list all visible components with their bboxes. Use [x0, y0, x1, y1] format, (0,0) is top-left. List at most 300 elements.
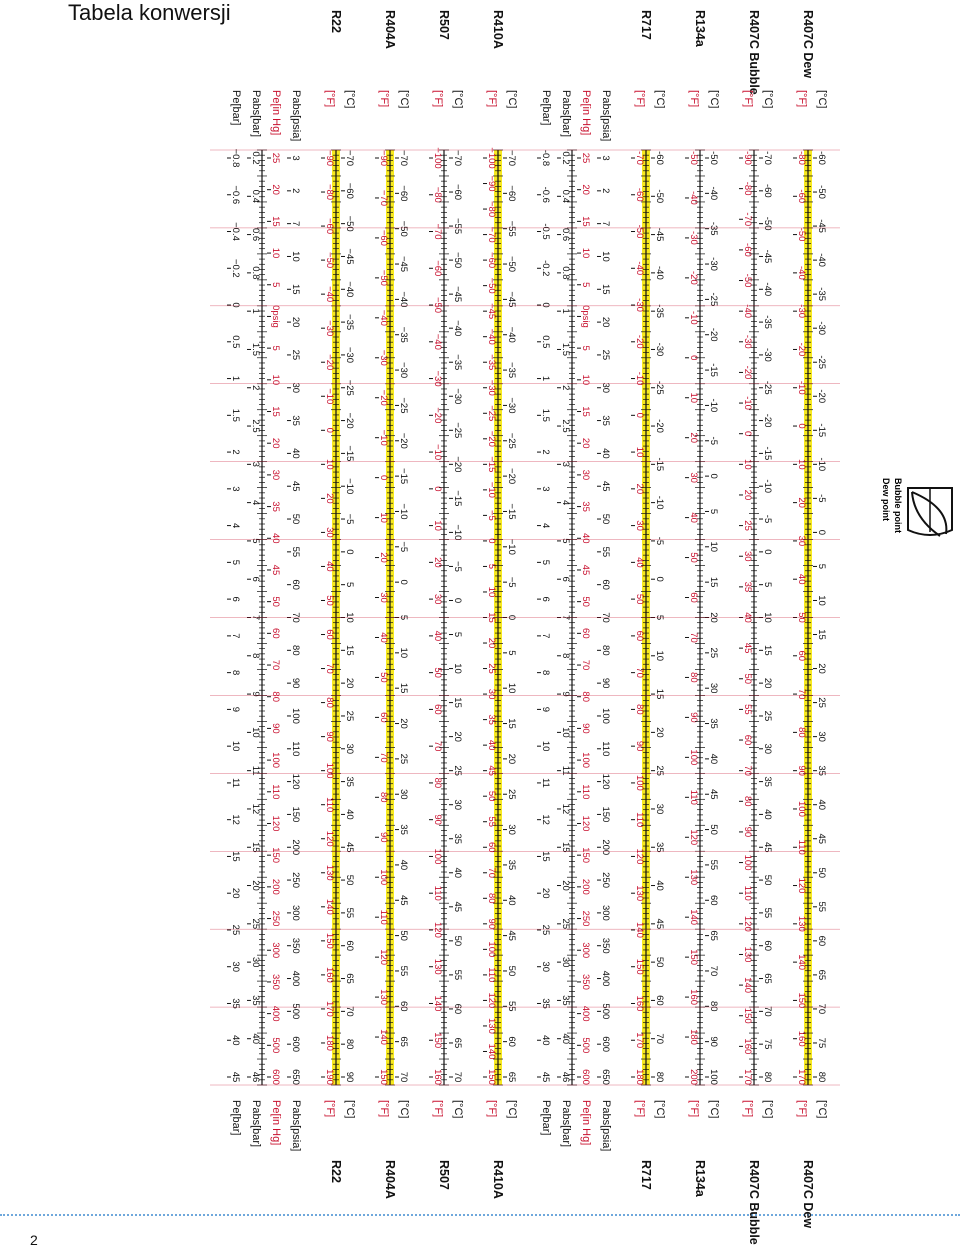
scale-tick-label: -25 — [708, 292, 719, 307]
scale-tick-label: -10 — [708, 398, 719, 413]
scale-tick-label: 80 — [762, 1071, 773, 1083]
scale-tick-label: 140 — [742, 977, 753, 994]
scale-tick-label: −50 — [344, 215, 355, 232]
scale-tick-label: −10 — [486, 481, 497, 498]
scale-tick-label: 40 — [688, 512, 699, 523]
scale-tick-label: 60 — [742, 734, 753, 746]
scale-tick-label: 60 — [654, 995, 665, 1006]
scale-tick-label: 160 — [432, 1069, 443, 1085]
scale-tick-label: 60 — [452, 1003, 463, 1015]
scale-tick-label: 30 — [324, 527, 335, 538]
unit-label-left: [°F] — [432, 90, 444, 108]
scale-tick-label: 100 — [378, 869, 389, 886]
scale-tick-label: -35 — [816, 287, 827, 302]
scale-tick-label: 120 — [486, 992, 497, 1009]
scale-tick-label: 70 — [634, 667, 645, 678]
scale-tick-label: 70 — [796, 688, 807, 700]
scale-tick-label: 20 — [324, 493, 335, 504]
scale-tick-label: 15 — [250, 841, 261, 853]
scale-tick-label: 70 — [324, 663, 335, 674]
refrigerant-name-left: R410A — [491, 10, 505, 49]
scale-tick-label: 30 — [816, 731, 827, 742]
refrigerant-name-right: R507 — [437, 1160, 451, 1190]
scale-tick-label: 70 — [378, 752, 389, 763]
refrigerant-name-left: R134a — [693, 10, 707, 47]
scale-tick-label: 10 — [506, 682, 517, 694]
scale-tick-label: −45 — [452, 286, 463, 303]
unit-label-left: Pabs[psia] — [600, 90, 612, 142]
scale-tick-label: 1 — [230, 375, 241, 382]
scale-tick-label: 8 — [250, 653, 261, 659]
scale-tick-label: -70 — [762, 151, 773, 165]
scale-tick-label: −10 — [398, 503, 409, 520]
scale-tick-label: 4 — [230, 522, 241, 529]
scale-tick-label: 45 — [762, 841, 773, 853]
scale-tick-label: −20 — [378, 389, 389, 406]
scale-tick-label: 20 — [452, 731, 463, 742]
scale-tick-label: 80 — [486, 893, 497, 904]
scale-tick-label: -60 — [742, 243, 753, 257]
scale-tick-label: 250 — [270, 910, 281, 927]
scale-tick-label: 0 — [796, 423, 807, 429]
scale-tick-label: 45 — [708, 788, 719, 800]
scale-tick-label: 5 — [580, 345, 591, 351]
unit-label-left: Pabs[bar] — [560, 90, 572, 138]
scale-tick-label: 20 — [290, 316, 301, 328]
unit-label-right: [°C] — [344, 1100, 356, 1119]
scale-tick-label: -5 — [816, 494, 827, 503]
scale-tick-label: 1 — [560, 308, 571, 314]
scale-tick-label: 40 — [654, 880, 665, 891]
scale-tick-label: −60 — [344, 182, 355, 199]
scale-tick-label: 45 — [506, 930, 517, 941]
scale-tick-label: −5 — [486, 509, 497, 521]
scale-tick-label: 5 — [540, 559, 551, 566]
scale-tick-label: 40 — [398, 859, 409, 871]
scale-tick-label: 20 — [762, 677, 773, 689]
scale-tick-label: 25 — [540, 924, 551, 936]
scale-tick-label: 10 — [324, 459, 335, 470]
scale-tick-label: 6 — [230, 596, 241, 602]
scale-tick-label: -10 — [654, 495, 665, 510]
scale-tick-label: −35 — [506, 362, 517, 379]
scale-tick-label: 160 — [634, 995, 645, 1012]
scale-tick-label: 50 — [486, 790, 497, 802]
scale-tick-label: 40 — [506, 894, 517, 906]
scale-tick-label: −35 — [486, 354, 497, 371]
scale-tick-label: 5 — [506, 650, 517, 656]
scale-tick-label: 15 — [506, 718, 517, 729]
scale-tick-label: -20 — [796, 342, 807, 357]
scale-tick-label: 30 — [796, 535, 807, 547]
scale-tick-label: -30 — [762, 348, 773, 362]
unit-label-right: [°C] — [762, 1100, 774, 1119]
scale-tick-label: 30 — [486, 688, 497, 700]
scale-tick-label: −45 — [344, 248, 355, 265]
scale-tick-label: 10 — [796, 459, 807, 470]
scale-tick-label: 50 — [762, 874, 773, 886]
scale-tick-label: 80 — [270, 691, 281, 703]
scale-tick-label: 40 — [816, 799, 827, 810]
scale-tick-label: 30 — [742, 550, 753, 562]
scale-tick-label: 25 — [344, 710, 355, 722]
scale-tick-label: 0.5 — [230, 335, 241, 349]
unit-label-right: [°F] — [486, 1100, 498, 1118]
scale-tick-label: 7 — [600, 220, 611, 227]
scale-tick-label: −50 — [324, 252, 335, 269]
scale-tick-label: −35 — [398, 326, 409, 343]
scale-tick-label: −40 — [432, 333, 443, 350]
scale-tick-label: 20 — [796, 497, 807, 508]
scale-tick-label: −55 — [506, 220, 517, 237]
refrigerant-name-right: R22 — [329, 1160, 343, 1183]
scale-tick-label: 20 — [540, 887, 551, 899]
scale-tick-label: −30 — [324, 320, 335, 337]
scale-tick-label: -10 — [816, 457, 827, 472]
scale-tick-label: 40 — [560, 1033, 571, 1044]
scale-tick-label: 120 — [742, 915, 753, 932]
scale-tick-label: −30 — [432, 370, 443, 387]
scale-tick-label: 0 — [344, 549, 355, 555]
scale-tick-label: 35 — [344, 776, 355, 787]
scale-tick-label: 0.2 — [250, 151, 261, 165]
scale-tick-label: 55 — [486, 816, 497, 828]
scale-tick-label: 10 — [540, 740, 551, 752]
scale-tick-label: -80 — [742, 181, 753, 196]
scale-tick-label: 46 — [560, 1071, 571, 1083]
scale-tick-label: 70 — [654, 1033, 665, 1044]
scale-tick-label: 60 — [816, 935, 827, 947]
scale-tick-label: 45 — [270, 564, 281, 576]
unit-label-right: [°C] — [506, 1100, 518, 1119]
scale-tick-label: 65 — [452, 1037, 463, 1049]
unit-label-right: Pabs[bar] — [560, 1100, 572, 1148]
scale-tick-label: 10 — [250, 727, 261, 738]
scale-tick-label: 100 — [708, 1069, 719, 1085]
scale-tick-label: −0.4 — [230, 222, 241, 241]
scale-tick-label: 20 — [344, 677, 355, 689]
scale-tick-label: -30 — [796, 304, 807, 319]
bubble-point-label: Bubble point — [893, 478, 903, 533]
scale-tick-label: 150 — [486, 1069, 497, 1085]
scale-tick-label: 55 — [816, 901, 827, 913]
scale-tick-label: −60 — [486, 252, 497, 269]
scale-tick-label: 250 — [290, 872, 301, 889]
scale-tick-label: 160 — [796, 1030, 807, 1047]
scale-tick-label: 100 — [634, 774, 645, 791]
scale-tick-label: 30 — [344, 743, 355, 755]
scale-tick-label: 70 — [344, 1006, 355, 1017]
scale-tick-label: 400 — [270, 1005, 281, 1022]
scale-tick-label: −90 — [324, 149, 335, 167]
scale-tick-label: 30 — [708, 682, 719, 694]
scale-tick-label: 60 — [324, 629, 335, 640]
scale-tick-label: 65 — [506, 1071, 517, 1083]
scale-tick-label: 200 — [270, 878, 281, 895]
scale-tick-label: 30 — [634, 520, 645, 531]
unit-label-right: [°F] — [742, 1100, 754, 1118]
scale-tick-label: -0.5 — [540, 223, 551, 240]
scale-tick-label: −50 — [432, 296, 443, 314]
scale-tick-label: 50 — [432, 667, 443, 678]
scale-tick-label: 10 — [270, 374, 281, 386]
scale-tick-label: 0 — [654, 576, 665, 582]
scale-tick-label: 30 — [270, 469, 281, 481]
refrigerant-name-right: R410A — [491, 1160, 505, 1199]
scale-tick-label: 150 — [324, 932, 335, 949]
scale-tick-label: 130 — [634, 885, 645, 902]
scale-tick-label: 15 — [452, 697, 463, 708]
scale-tick-label: 10 — [580, 247, 591, 259]
scale-tick-label: 2.5 — [560, 419, 571, 433]
scale-tick-label: -20 — [762, 413, 773, 428]
scale-tick-label: 0.8 — [250, 266, 261, 280]
scale-tick-label: 40 — [796, 573, 807, 585]
scale-tick-label: 70 — [816, 1003, 827, 1015]
scale-tick-label: −100 — [432, 147, 443, 169]
scale-tick-label: 10 — [816, 595, 827, 606]
scale-tick-label: -35 — [654, 304, 665, 319]
scale-tick-label: 0.4 — [250, 189, 261, 203]
scale-tick-label: 90 — [580, 723, 591, 734]
scale-tick-label: −100 — [486, 147, 497, 169]
scale-tick-label: 65 — [762, 973, 773, 984]
scale-group-r134a — [685, 10, 720, 1198]
scale-tick-label: 20 — [580, 184, 591, 195]
scale-tick-label: −15 — [506, 503, 517, 520]
unit-label-left: [°F] — [634, 90, 646, 108]
scale-tick-label: -15 — [708, 363, 719, 377]
scale-tick-label: 35 — [654, 841, 665, 853]
scale-tick-label: 60 — [378, 712, 389, 723]
scale-tick-label: 40 — [230, 1034, 241, 1046]
scale-tick-label: 90 — [378, 831, 389, 843]
scale-tick-label: 70 — [452, 1071, 463, 1083]
scale-tick-label: 7 — [290, 220, 301, 227]
scale-tick-label: 1.5 — [230, 408, 241, 422]
scale-tick-label: -45 — [816, 219, 827, 233]
scale-tick-label: 20 — [654, 727, 665, 738]
scale-tick-label: 80 — [378, 792, 389, 803]
scale-tick-label: -5 — [654, 536, 665, 546]
scale-tick-label: 40 — [378, 632, 389, 643]
scale-tick-label: -50 — [688, 151, 699, 165]
scale-tick-label: 7 — [250, 614, 261, 621]
scale-tick-label: 2 — [560, 385, 571, 391]
dew-point-label: Dew point — [881, 478, 891, 521]
scale-tick-label: −10 — [378, 429, 389, 446]
scale-tick-label: 110 — [486, 967, 497, 983]
scale-tick-label: 25 — [250, 918, 261, 930]
unit-label-right: [°C] — [816, 1100, 828, 1119]
scale-tick-label: 25 — [290, 349, 301, 361]
scale-tick-label: 55 — [600, 546, 611, 558]
scale-tick-label: 80 — [654, 1071, 665, 1083]
scale-tick-label: 110 — [600, 741, 611, 757]
scale-tick-label: 30 — [250, 956, 261, 968]
scale-tick-label: −20 — [452, 456, 463, 473]
scale-tick-label: 15 — [290, 283, 301, 295]
scale-tick-label: 0 — [634, 412, 645, 418]
scale-tick-label: 20 — [378, 552, 389, 563]
scale-tick-label: 70 — [580, 659, 591, 671]
scale-tick-label: 0 — [398, 579, 409, 585]
scale-tick-label: 30 — [600, 382, 611, 394]
scale-tick-label: 9 — [560, 691, 571, 697]
scale-tick-label: 25 — [270, 152, 281, 164]
scale-tick-label: 110 — [270, 784, 281, 800]
scale-tick-label: 15 — [540, 851, 551, 862]
scale-tick-label: 65 — [344, 973, 355, 984]
unit-label-left: [°F] — [742, 90, 754, 108]
scale-tick-label: 20 — [600, 316, 611, 328]
scale-tick-label: 40 — [432, 630, 443, 642]
scale-tick-label: -25 — [654, 380, 665, 395]
scale-tick-label: 10 — [742, 459, 753, 470]
unit-label-right: Pabs[psia] — [600, 1100, 612, 1152]
scale-tick-label: -25 — [762, 380, 773, 395]
scale-tick-label: −15 — [486, 456, 497, 473]
scale-tick-label: 120 — [580, 815, 591, 832]
scale-tick-label: −60 — [432, 260, 443, 277]
scale-tick-label: 150 — [580, 847, 591, 864]
scale-tick-label: -60 — [816, 151, 827, 165]
scale-tick-label: -90 — [742, 151, 753, 165]
scale-tick-label: 30 — [688, 472, 699, 483]
scale-tick-label: −50 — [398, 220, 409, 237]
scale-tick-label: 5 — [344, 582, 355, 588]
refrigerant-name-left: R22 — [329, 10, 343, 33]
scale-tick-label: 80 — [708, 1001, 719, 1012]
scale-tick-label: 12 — [230, 814, 241, 825]
scale-tick-label: 80 — [600, 645, 611, 656]
scale-tick-label: 120 — [634, 848, 645, 865]
scale-tick-label: −10 — [432, 444, 443, 461]
scale-tick-label: 70 — [432, 740, 443, 752]
scale-tick-label: 500 — [600, 1003, 611, 1020]
scale-tick-label: 50 — [270, 596, 281, 607]
scale-tick-label: 50 — [378, 672, 389, 683]
unit-label-right: [°C] — [398, 1100, 410, 1119]
scale-tick-label: 60 — [398, 1001, 409, 1012]
scale-tick-label: 12 — [250, 803, 261, 815]
scale-tick-label: −35 — [344, 314, 355, 331]
scale-tick-label: 20 — [506, 753, 517, 765]
scale-tick-label: 20 — [560, 880, 571, 891]
scale-tick-label: 3 — [250, 461, 261, 467]
scale-tick-label: 90 — [270, 723, 281, 734]
scale-tick-label: 11 — [250, 765, 261, 776]
scale-tick-label: 100 — [270, 752, 281, 769]
scale-tick-label: 10 — [762, 612, 773, 623]
scale-tick-label: −70 — [506, 149, 517, 167]
refrigerant-name-right: R404A — [383, 1160, 397, 1199]
scale-tick-label: −70 — [344, 149, 355, 167]
unit-label-left: [°C] — [452, 90, 464, 109]
unit-label-right: Pe[in Hg] — [270, 1100, 282, 1146]
scale-tick-label: 9 — [230, 706, 241, 713]
scale-tick-label: 20 — [398, 718, 409, 729]
scale-tick-label: 20 — [432, 557, 443, 568]
scale-tick-label: 45 — [816, 833, 827, 845]
scale-tick-label: 55 — [742, 704, 753, 715]
scale-tick-label: 20 — [270, 437, 281, 449]
scale-tick-label: -50 — [708, 151, 719, 165]
scale-tick-label: 45 — [290, 480, 301, 492]
scale-group-pressure-top — [537, 90, 612, 1151]
scale-tick-label: 80 — [634, 704, 645, 715]
scale-tick-label: 80 — [580, 691, 591, 703]
unit-label-right: [°F] — [634, 1100, 646, 1118]
scale-tick-label: 0 — [324, 427, 335, 433]
scale-tick-label: 170 — [634, 1032, 645, 1049]
scale-tick-label: -45 — [654, 227, 665, 242]
scale-tick-label: 10 — [378, 512, 389, 523]
scale-tick-label: 1 — [250, 308, 261, 314]
scale-tick-label: 130 — [432, 958, 443, 975]
scale-tick-label: 150 — [378, 1069, 389, 1085]
scale-tick-label: -10 — [796, 380, 807, 395]
scale-tick-label: −25 — [398, 397, 409, 414]
scale-tick-label: 2 — [290, 188, 301, 194]
unit-label-left: [°C] — [708, 90, 720, 109]
scale-tick-label: 35 — [452, 833, 463, 845]
scale-tick-label: −60 — [378, 229, 389, 246]
scale-tick-label: −55 — [452, 218, 463, 235]
scale-tick-label: 35 — [816, 765, 827, 776]
unit-label-left: Pe[in Hg] — [270, 90, 282, 136]
scale-tick-label: 3 — [540, 486, 551, 492]
scale-tick-label: 180 — [634, 1069, 645, 1085]
scale-tick-label: 35 — [560, 995, 571, 1006]
scale-tick-label: 6 — [540, 596, 551, 602]
scale-tick-label: 30 — [378, 592, 389, 603]
scale-tick-label: 100 — [600, 708, 611, 724]
scale-tick-label: 140 — [486, 1043, 497, 1060]
scale-tick-label: −50 — [452, 252, 463, 269]
scale-tick-label: 0 — [230, 302, 241, 308]
scale-tick-label: 150 — [600, 806, 611, 823]
scale-tick-label: 10 — [688, 392, 699, 404]
scale-tick-label: 80 — [290, 645, 301, 656]
unit-label-right: [°C] — [452, 1100, 464, 1119]
scale-tick-label: -0.2 — [540, 260, 551, 277]
scale-tick-label: 90 — [344, 1071, 355, 1083]
scale-tick-label: 2 — [230, 449, 241, 455]
scale-tick-label: -40 — [654, 266, 665, 280]
scale-tick-label: 50 — [344, 874, 355, 886]
scale-tick-label: 110 — [290, 741, 301, 757]
scale-tick-label: 3 — [560, 461, 571, 467]
scale-tick-label: −5 — [506, 576, 517, 588]
scale-tick-label: 30 — [452, 799, 463, 810]
scale-tick-label: 45 — [486, 765, 497, 776]
scale-tick-label: 140 — [378, 1029, 389, 1045]
scale-tick-label: 40 — [540, 1034, 551, 1046]
scale-tick-label: 75 — [762, 1038, 773, 1050]
scale-tick-label: −80 — [432, 186, 443, 203]
scale-group-r410a — [483, 10, 518, 1199]
scale-tick-label: 10 — [270, 247, 281, 259]
scale-tick-label: 500 — [270, 1037, 281, 1054]
scale-tick-label: 350 — [600, 937, 611, 954]
scale-tick-label: 9 — [250, 691, 261, 697]
scale-tick-label: 30 — [580, 469, 591, 481]
scale-tick-label: 50 — [796, 612, 807, 623]
scale-tick-label: 25 — [654, 765, 665, 776]
scale-tick-label: 70 — [486, 867, 497, 879]
scale-tick-label: -40 — [796, 266, 807, 280]
